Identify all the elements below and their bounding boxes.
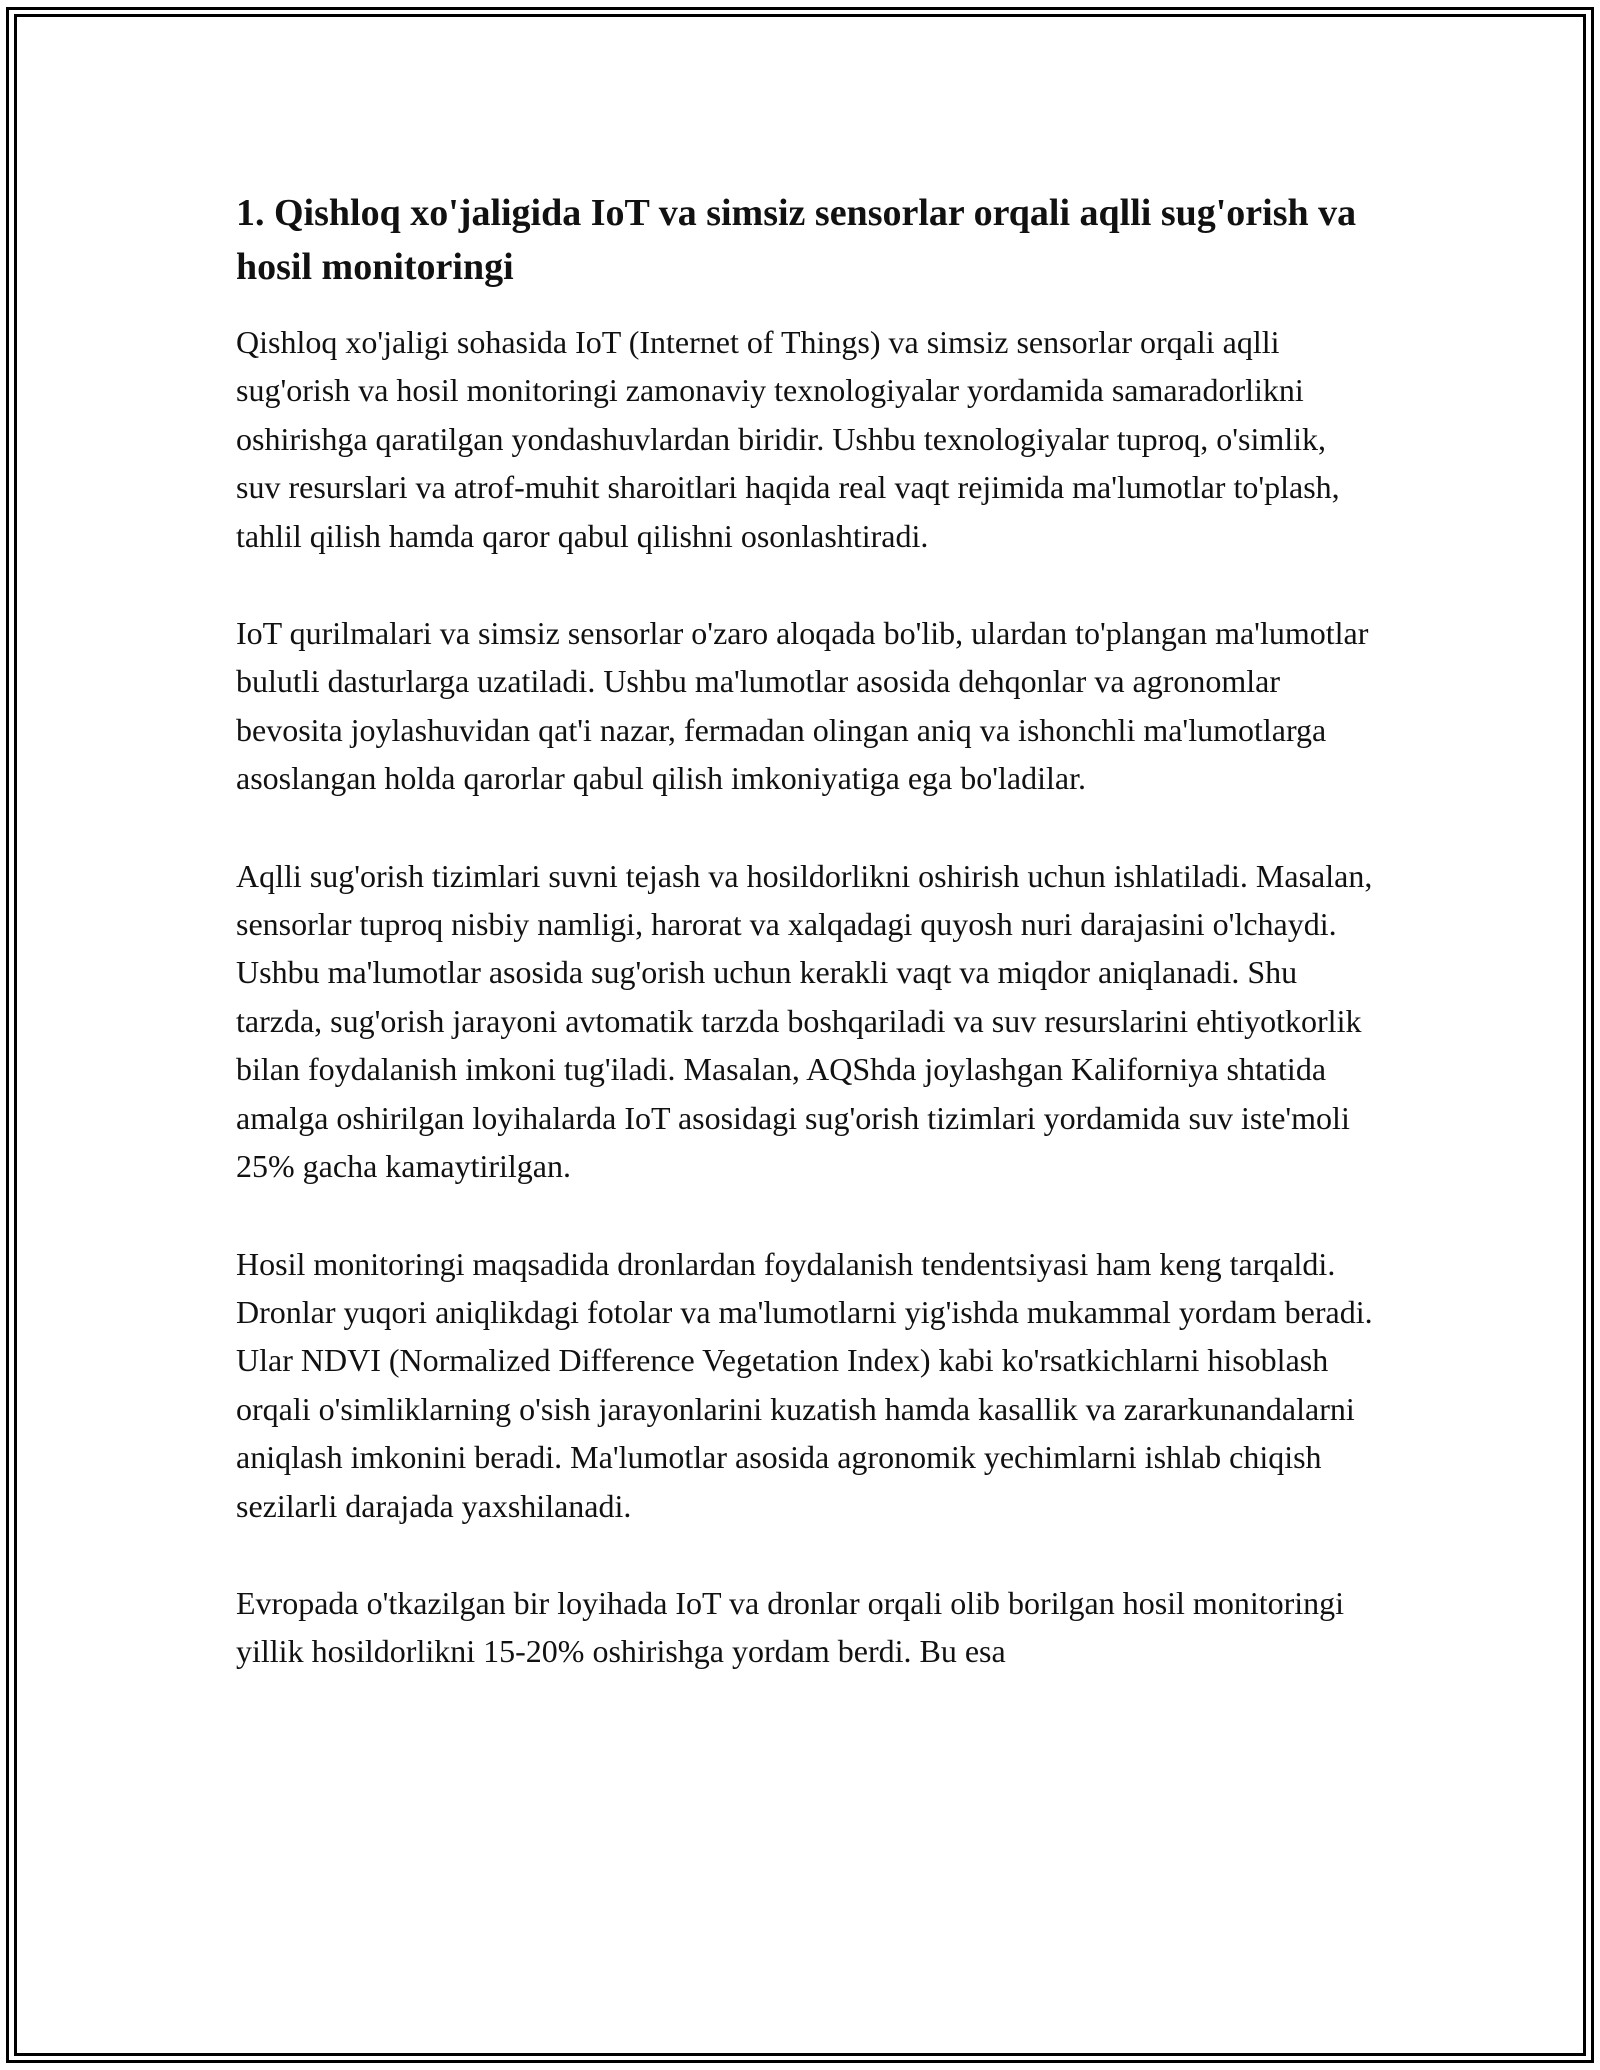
paragraph-iot-devices: IoT qurilmalari va simsiz sensorlar o'zaro aloqada bo'lib, ulardan to'plangan ma'lumotlar bulutli dasturlarga uzatiladi. Ushbu ma'lumotlar asosida dehqonlar va agronomlar bevosita joylashuvidan qat'i nazar, fermadan olingan aniq va ishonchli ma'lumotlarga asoslangan holda qarorlar qabul qilish imkoniyatiga ega bo'ladilar. [236, 615, 1369, 797]
paragraph-europe-project: Evropada o'tkazilgan bir loyihada IoT va dronlar orqali olib borilgan hosil monitoringi yillik hosildorlikni 15-20% oshirishga yordam berdi. Bu esa [236, 1584, 1345, 1670]
paragraph-smart-irrigation: Aqlli sug'orish tizimlari suvni tejash va hosildorlikni oshirish uchun ishlatiladi. Masalan, sensorlar tuproq nisbiy namligi, harorat va xalqadagi quyosh nuri darajasini o'lchaydi. Ushbu ma'lumotlar asosida sug'orish uchun kerakli vaqt va miqdor aniqlanadi. Shu tarzda, sug'orish jarayoni avtomatik tarzda boshqariladi va suv resurslarini ehtiyotkorlik bilan foydalanish imkoni tug'iladi. Masalan, AQShda joylashgan Kaliforniya shtatida amalga oshirilgan loyihalarda IoT asosidagi sug'orish tizimlari yordamida suv iste'moli 25% gacha kamaytirilgan. [236, 857, 1373, 1185]
paragraph-intro: Qishloq xo'jaligi sohasida IoT (Internet of Things) va simsiz sensorlar orqali aqlli sug'orish va hosil monitoringi zamonaviy texnologiyalar yordamida samaradorlikni oshirishga qaratilgan yondashuvlardan biridir. Ushbu texnologiyalar tuproq, o'simlik, suv resurslari va atrof-muhit sharoitlari haqida real vaqt rejimida ma'lumotlar to'plash, tahlil qilish hamda qaror qabul qilishni osonlashtiradi. [236, 324, 1340, 554]
document-body [236, 186, 1376, 1725]
section-heading: 1. Qishloq xo'jaligida IoT va simsiz sensorlar orqali aqlli sug'orish va hosil monitoringi [236, 192, 1357, 288]
paragraph-crop-monitoring: Hosil monitoringi maqsadida dronlardan foydalanish tendentsiyasi ham keng tarqaldi. Dronlar yuqori aniqlikdagi fotolar va ma'lumotlarni yig'ishda mukammal yordam beradi. Ular NDVI (Normalized Difference Vegetation Index) kabi ko'rsatkichlarni hisoblash orqali o'simliklarning o'sish jarayonlarini kuzatish hamda kasallik va zararkunandalarni aniqlash imkonini beradi. Ma'lumotlar asosida agronomik yechimlarni ishlab chiqish sezilarli darajada yaxshilanadi. [236, 1245, 1373, 1524]
